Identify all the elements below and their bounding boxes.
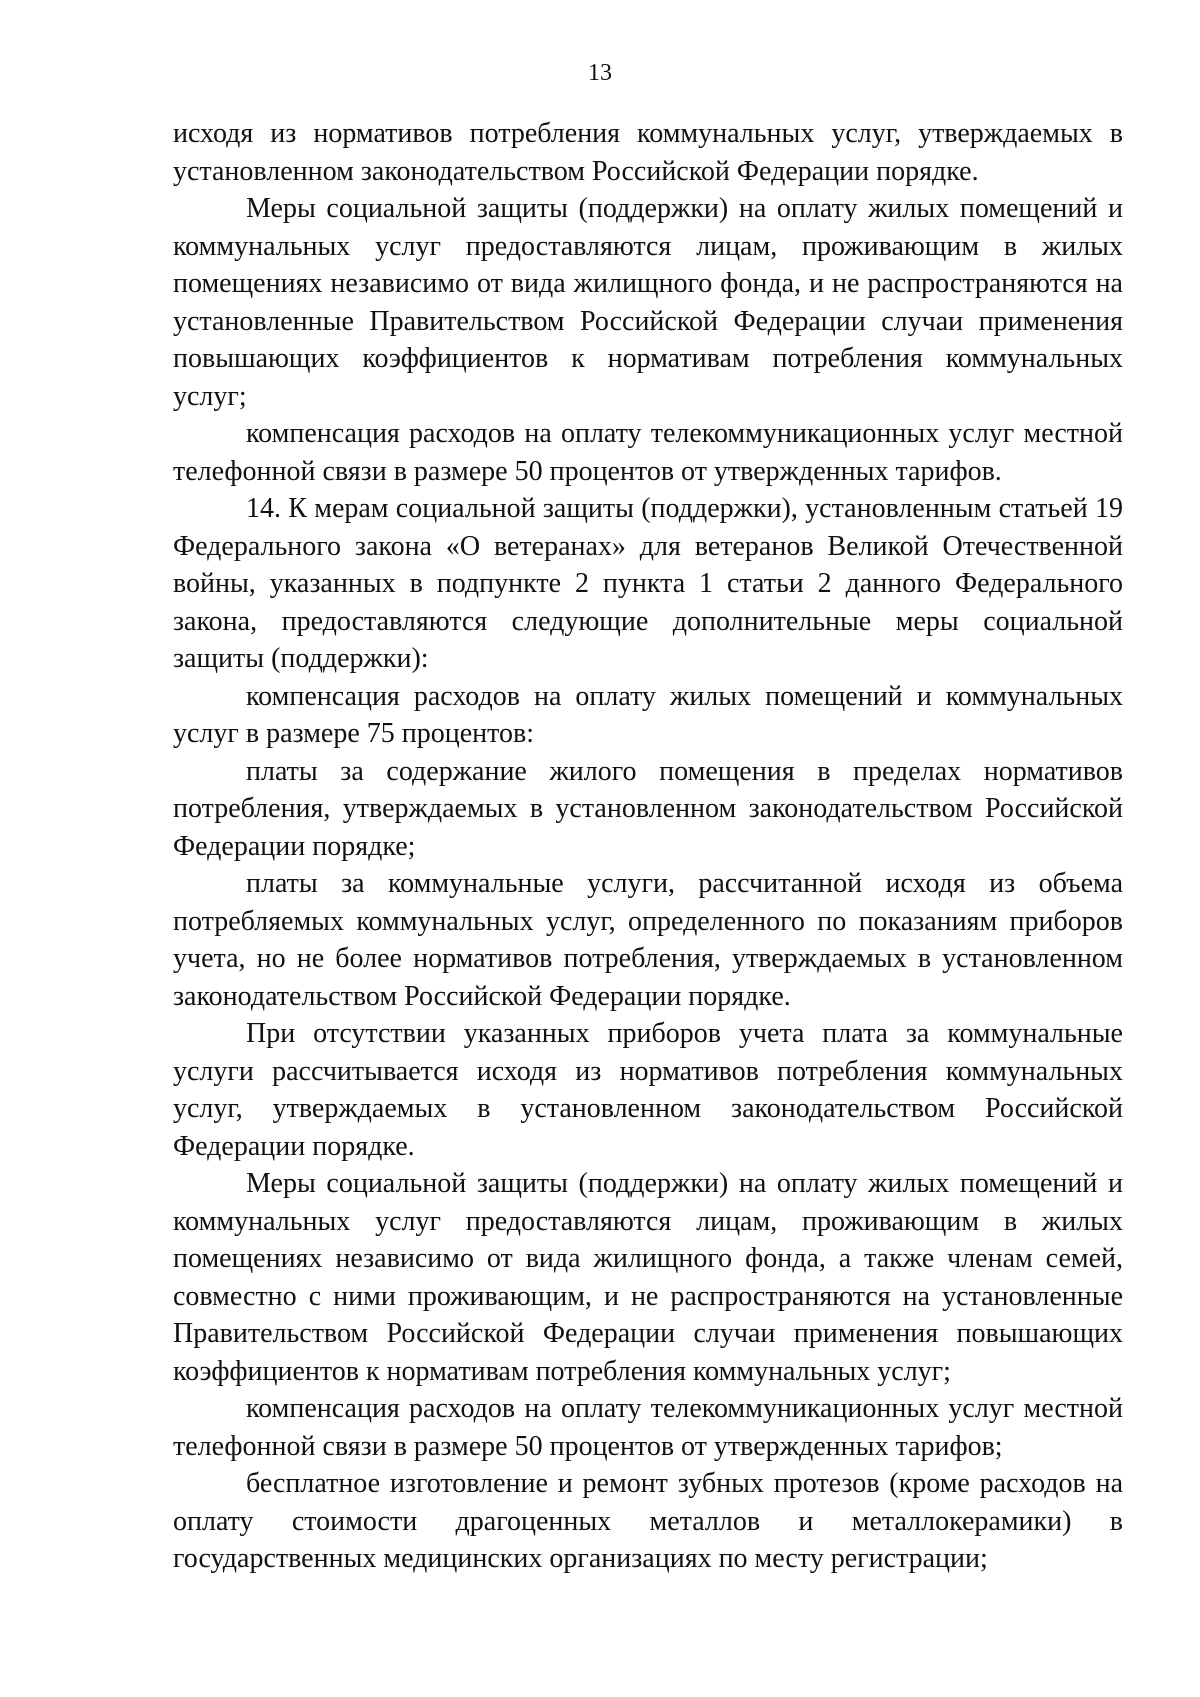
paragraph-telecom-compensation: компенсация расходов на оплату телекоммуникационных услуг местной телефонной связи в размере 50 процентов от утвержденных тарифов.	[173, 418, 1123, 487]
document-body	[173, 115, 1123, 1578]
paragraph-maintenance-fee: платы за содержание жилого помещения в пределах нормативов потребления, утверждаемых в установленном законодательством Российской Федерации порядке;	[173, 755, 1123, 862]
page-number: 13	[588, 60, 612, 86]
paragraph-utility-fee: платы за коммунальные услуги, рассчитанной исходя из объема потребляемых коммунальных услуг, определенного по показаниям приборов учета, но не более нормативов потребления, утверждаемых в установленном законодательством Российской Федерации порядке.	[173, 868, 1123, 1012]
paragraph-telecom-compensation-2: компенсация расходов на оплату телекоммуникационных услуг местной телефонной связи в размере 50 процентов от утвержденных тарифов;	[173, 1393, 1123, 1462]
paragraph-no-meters: При отсутствии указанных приборов учета плата за коммунальные услуги рассчитывается исходя из нормативов потребления коммунальных услуг, утверждаемых в установленном законодательством Российской Федерации порядке.	[173, 1018, 1123, 1162]
paragraph-utilities-measures-family: Меры социальной защиты (поддержки) на оплату жилых помещений и коммунальных услуг предоставляются лицам, проживающим в жилых помещениях независимо от вида жилищного фонда, а также членам семей, совместно с ними проживающим, и не распространяются на установленные Правительством Российской Федерации случаи применения повышающих коэффициентов к нормативам потребления коммунальных услуг;	[173, 1168, 1123, 1387]
paragraph-utilities-measures: Меры социальной защиты (поддержки) на оплату жилых помещений и коммунальных услуг предоставляются лицам, проживающим в жилых помещениях независимо от вида жилищного фонда, и не распространяются на установленные Правительством Российской Федерации случаи применения повышающих коэффициентов к нормативам потребления коммунальных услуг;	[173, 193, 1123, 412]
paragraph-dental-prosthetics: бесплатное изготовление и ремонт зубных протезов (кроме расходов на оплату стоимости драгоценных металлов и металлокерамики) в государственных медицинских организациях по месту регистрации;	[173, 1468, 1123, 1574]
paragraph-item-14: 14. К мерам социальной защиты (поддержки), установленным статьей 19 Федерального закона «О ветеранах» для ветеранов Великой Отечественной войны, указанных в подпункте 2 пункта 1 статьи 2 данного Федерального закона, предоставляются следующие дополнительные меры социальной защиты (поддержки):	[173, 493, 1123, 674]
paragraph-housing-compensation-75: компенсация расходов на оплату жилых помещений и коммунальных услуг в размере 75 процентов:	[173, 680, 1123, 749]
paragraph-continuation: исходя из нормативов потребления коммунальных услуг, утверждаемых в установленном законодательством Российской Федерации порядке.	[173, 118, 1123, 187]
